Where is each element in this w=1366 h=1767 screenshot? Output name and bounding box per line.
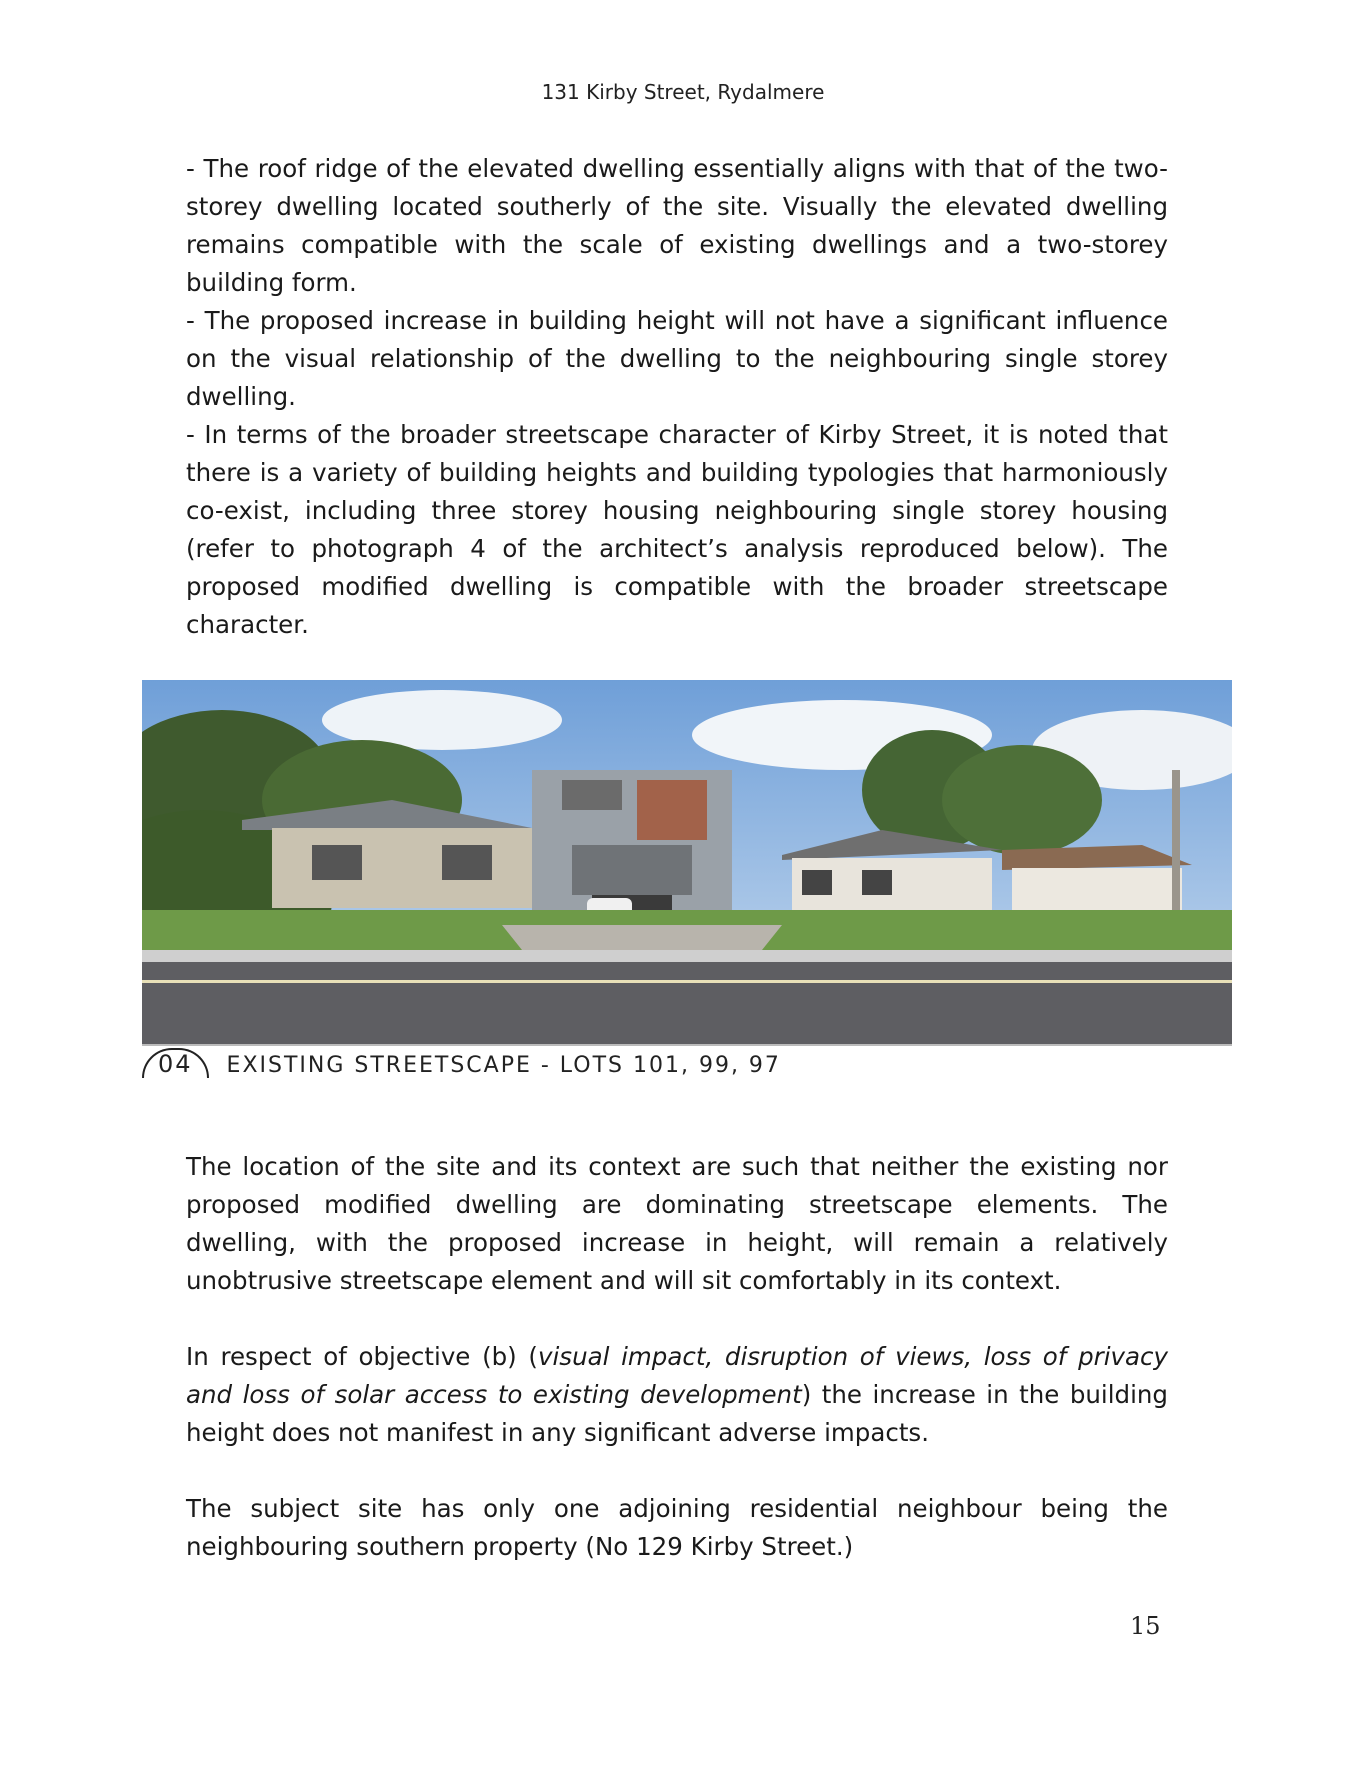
paragraph-neighbour: The subject site has only one adjoining residential neighbour being the neighbouring southern property (No 129 Kirby Street.) [186, 1494, 1168, 1561]
objective-suffix: ) the increase in the building height does not manifest in any significant adverse impacts. [186, 1380, 1168, 1447]
bullet-streetscape-character: - In terms of the broader streetscape character of Kirby Street, it is noted that there is a variety of building heights and building typologies that harmoniously co-exist, including three storey housing neighbouring single storey housing (refer to photograph 4 of the architect’s analysis reproduced below). The proposed modified dwelling is compatible with the broader streetscape character. [186, 420, 1168, 639]
bullet-list [186, 150, 1168, 644]
page-number: 15 [1130, 1612, 1161, 1640]
bullet-roof-ridge: - The roof ridge of the elevated dwelling essentially aligns with that of the two-storey dwelling located southerly of the site. Visually the elevated dwelling remains compatible with the scale of existing dwellings and a two-storey building form. [186, 154, 1168, 297]
running-header: 131 Kirby Street, Rydalmere [541, 80, 825, 104]
streetscape-photo [142, 680, 1232, 1046]
paragraph-objective [186, 1338, 1168, 1452]
figure-number: 04 [142, 1048, 209, 1078]
figure-caption [142, 1048, 842, 1078]
objective-italic: visual impact, disruption of views, loss of privacy and loss of solar access to existing development [186, 1342, 1168, 1409]
figure-caption-text: EXISTING STREETSCAPE - LOTS 101, 99, 97 [226, 1053, 781, 1078]
objective-prefix: In respect of objective (b) ( [186, 1342, 538, 1371]
bullet-height-influence: - The proposed increase in building height will not have a significant influence on the visual relationship of the dwelling to the neighbouring single storey dwelling. [186, 306, 1168, 411]
paragraph-location: The location of the site and its context are such that neither the existing nor proposed modified dwelling are dominating streetscape elements. The dwelling, with the proposed increase in height, will remain a relatively unobtrusive streetscape element and will sit comfortably in its context. [186, 1152, 1168, 1295]
